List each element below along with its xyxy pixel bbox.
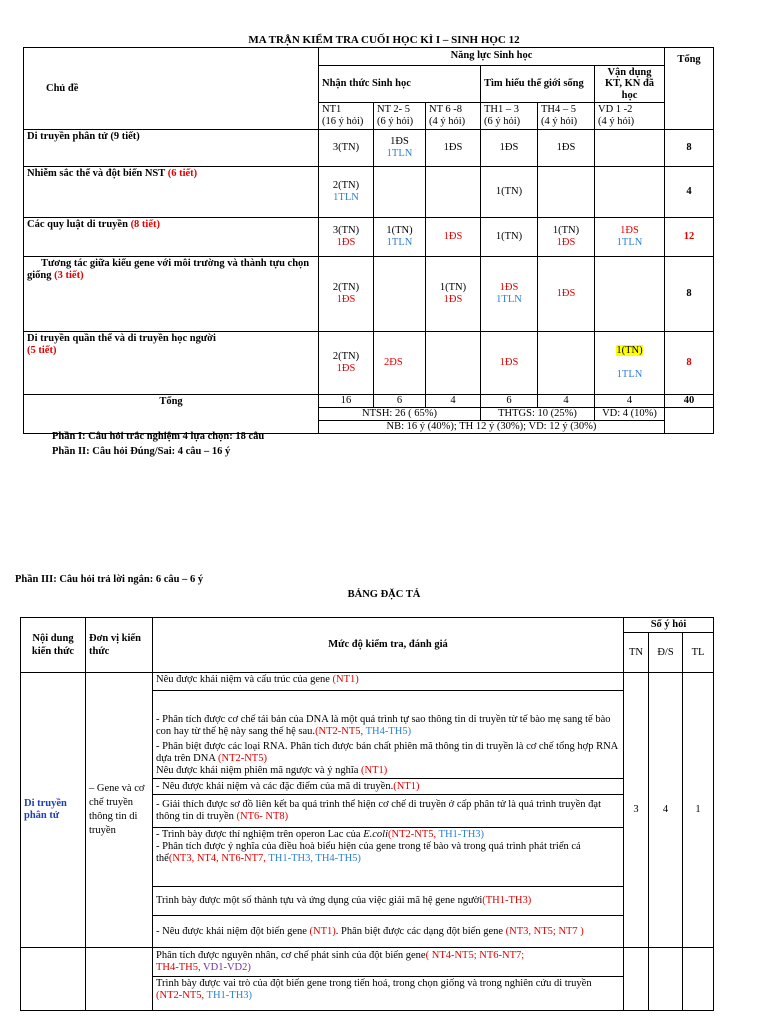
cell: 6 <box>481 395 538 408</box>
cell <box>624 948 649 1011</box>
thtgs-total: THTGS: 10 (25%) <box>481 408 595 421</box>
cell <box>538 167 595 218</box>
header-noi-dung: Nội dung kiến thức <box>21 618 86 673</box>
part-1: Phần I: Câu hỏi trắc nghiệm 4 lựa chọn: 18 câu <box>52 431 265 442</box>
cell: 4 <box>426 395 481 408</box>
cell <box>86 948 153 1011</box>
sub-nt6-8: NT 6 -8 (4 ý hỏi) <box>426 103 481 130</box>
header-don-vi: Đơn vị kiến thức <box>86 618 153 673</box>
cell <box>595 167 665 218</box>
spec-topic: Di truyền phân tử <box>21 673 86 948</box>
topic-cell: Di truyền quần thể và di truyền học người (5 tiết) <box>24 332 319 395</box>
cell: 1ĐS <box>481 332 538 395</box>
cell: 1(TN) 1ĐS <box>538 218 595 257</box>
header-nang-luc: Năng lực Sinh học <box>319 48 665 66</box>
cell: 1ĐS <box>426 218 481 257</box>
cell: 1ĐS 1TLN <box>481 257 538 332</box>
row-total: 4 <box>665 167 714 218</box>
cell: 1ĐS 1TLN <box>374 130 426 167</box>
sub-nt2-5: NT 2- 5 (6 ý hỏi) <box>374 103 426 130</box>
cell: 6 <box>374 395 426 408</box>
cell <box>21 948 86 1011</box>
cell <box>426 332 481 395</box>
topic-cell: Di truyền phân tử (9 tiết) <box>24 130 319 167</box>
row-total: 12 <box>665 218 714 257</box>
table-row <box>24 218 714 257</box>
sub-nt1: NT1 (16 ý hỏi) <box>319 103 374 130</box>
header-tn: TN <box>624 633 649 673</box>
cell: 2(TN) 1TLN <box>319 167 374 218</box>
tong-label: Tổng <box>24 395 319 434</box>
cell: 3(TN) <box>319 130 374 167</box>
cell: 1ĐS <box>538 257 595 332</box>
spec-tn: 3 <box>624 673 649 948</box>
row-total: 8 <box>665 257 714 332</box>
cell: 16 <box>319 395 374 408</box>
summary-line: NB: 16 ý (40%); TH 12 ý (30%); VD: 12 ý (30%) <box>319 421 665 434</box>
cell: 3(TN) 1ĐS <box>319 218 374 257</box>
topic-cell: Tương tác giữa kiểu gene với môi trường và thành tựu chọn giống (3 tiết) <box>24 257 319 332</box>
topic-cell: Các quy luật di truyền (8 tiết) <box>24 218 319 257</box>
table-row <box>24 167 714 218</box>
header-so-y: Số ý hỏi <box>624 618 714 633</box>
spec-table <box>20 617 714 1011</box>
vd-total: VD: 4 (10%) <box>595 408 665 421</box>
header-van-dung: Vận dụng KT, KN đã học <box>595 66 665 103</box>
header-ds: Đ/S <box>649 633 683 673</box>
table-row <box>24 130 714 167</box>
cell <box>538 332 595 395</box>
ntsh-total: NTSH: 26 ( 65%) <box>319 408 481 421</box>
grand-total: 40 <box>665 395 714 408</box>
header-nhan-thuc: Nhận thức Sinh học <box>319 66 481 103</box>
spec-ds: 4 <box>649 673 683 948</box>
spec-item: Trình bày được một số thành tựu và ứng dụng của việc giải mã hệ gene người(TH1-TH3) <box>153 887 624 916</box>
cell <box>683 948 714 1011</box>
cell: 1(TN) <box>481 218 538 257</box>
page-title: MA TRẬN KIỂM TRA CUỐI HỌC KÌ I – SINH HỌC 12 <box>248 34 520 46</box>
spec-item: Phân tích được nguyên nhân, cơ chế phát sinh của đột biến gene( NT4-NT5; NT6-NT7; TH4-TH5, VD1-VD2) <box>153 948 624 977</box>
cell <box>595 130 665 167</box>
header-tim-hieu: Tìm hiểu thế giới sống <box>481 66 595 103</box>
spec-item: - Nêu được khái niệm đột biến gene (NT1). Phân biệt được các dạng đột biến gene (NT3, NT5; NT7 ) <box>153 916 624 948</box>
table-row <box>24 257 714 332</box>
header-tong: Tổng <box>665 48 714 130</box>
spec-tl: 1 <box>683 673 714 948</box>
cell <box>374 257 426 332</box>
tong-row <box>24 395 714 408</box>
sub-vd1-2: VD 1 -2 (4 ý hỏi) <box>595 103 665 130</box>
header-chu-de: Chủ đề <box>24 48 319 130</box>
part-3: Phần III: Câu hỏi trả lời ngắn: 6 câu – 6 ý <box>15 574 204 585</box>
cell: 4 <box>538 395 595 408</box>
row-total: 8 <box>665 332 714 395</box>
spec-item: Nêu được khái niệm và cấu trúc của gene (NT1) <box>153 673 624 691</box>
cell: 1(TN) 1TLN <box>595 332 665 395</box>
cell: 1(TN) <box>481 167 538 218</box>
cell: 4 <box>595 395 665 408</box>
cell <box>665 408 714 434</box>
cell: 1ĐS <box>481 130 538 167</box>
part-2: Phần II: Câu hỏi Đúng/Sai: 4 câu – 16 ý <box>52 446 231 457</box>
spec-item: - Phân tích được cơ chế tái bản của DNA là một quá trình tự sao thông tin di truyền từ tế bào mẹ sang tế bào con hay từ thế hệ này sang thế hệ sau.(NT2-NT5, TH4-TH5) - Phân biệt được các loại RNA. Phân tích được bản chất phiên mã thông tin di truyền là cơ chế tổng hợp RNA dựa trên DNA (NT2-NT5) Nêu được khái niệm phiên mã ngược và ý nghĩa (NT1) <box>153 691 624 779</box>
header-tl: TL <box>683 633 714 673</box>
cell: 1(TN) 1ĐS <box>426 257 481 332</box>
cell <box>595 257 665 332</box>
cell: 2(TN) 1ĐS <box>319 257 374 332</box>
spec-item: Trình bày được vai trò của đột biến gene trong tiến hoá, trong chọn giống và trong nghiên cứu di truyền (NT2-NT5, TH1-TH3) <box>153 977 624 1011</box>
row-total: 8 <box>665 130 714 167</box>
spec-item: - Trình bày được thí nghiệm trên operon Lac của E.coli(NT2-NT5, TH1-TH3) - Phân tích được ý nghĩa của điều hoà biểu hiện của gene trong tế bào và trong quá trình phát triển cá thể(NT3, NT4, NT6-NT7, TH1-TH3, TH4-TH5) <box>153 828 624 887</box>
cell: 1ĐS <box>426 130 481 167</box>
cell: 2ĐS <box>374 332 426 395</box>
cell <box>426 167 481 218</box>
topic-cell: Nhiễm sắc thể và đột biến NST (6 tiết) <box>24 167 319 218</box>
spec-item: - Nêu được khái niệm và các đặc điểm của mã di truyền.(NT1) <box>153 779 624 795</box>
cell <box>374 167 426 218</box>
cell: 1ĐS 1TLN <box>595 218 665 257</box>
spec-item: - Giải thích được sơ đồ liên kết ba quá trình thể hiện cơ chế di truyền ở cấp phân tử là quá trình truyền đạt thông tin di truyền (NT6- NT8) <box>153 795 624 828</box>
spec-title: BẢNG ĐẶC TẢ <box>347 589 421 600</box>
cell: 1ĐS <box>538 130 595 167</box>
cell: 2(TN) 1ĐS <box>319 332 374 395</box>
table-row <box>24 332 714 395</box>
sub-th1-3: TH1 – 3 (6 ý hỏi) <box>481 103 538 130</box>
header-muc-do: Mức độ kiểm tra, đánh giá <box>153 618 624 673</box>
spec-unit: – Gene và cơ chế truyền thông tin di truyền <box>86 673 153 948</box>
sub-th4-5: TH4 – 5 (4 ý hỏi) <box>538 103 595 130</box>
cell: 1(TN) 1TLN <box>374 218 426 257</box>
matrix-table <box>23 47 714 434</box>
cell <box>649 948 683 1011</box>
